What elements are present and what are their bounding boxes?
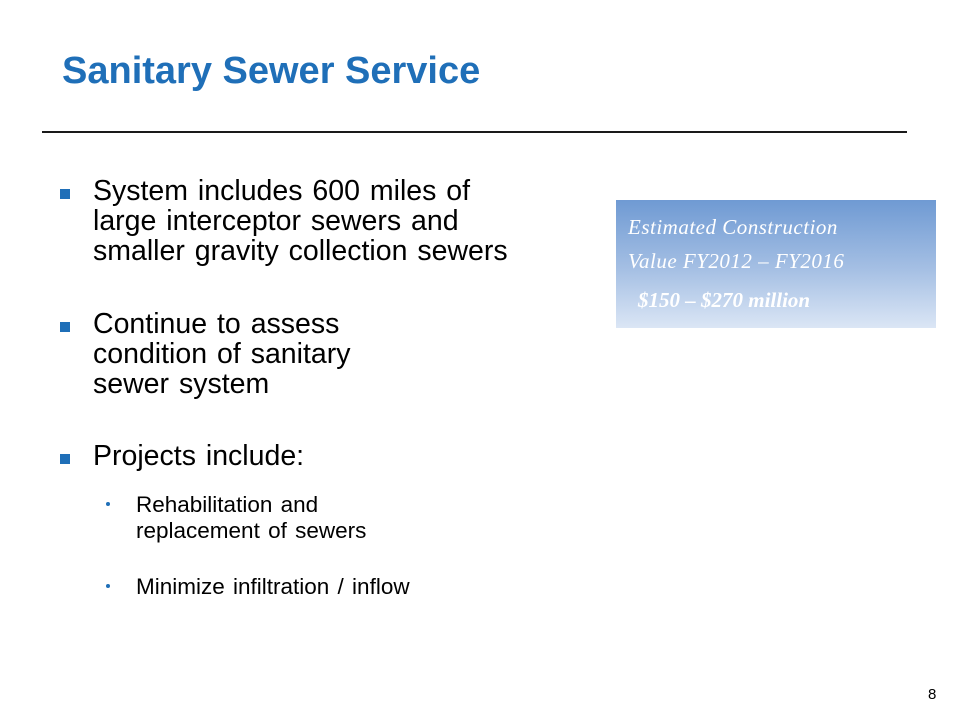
square-bullet-icon <box>60 322 70 332</box>
page-number: 8 <box>928 686 937 703</box>
callout-label <box>628 210 844 278</box>
construction-value-callout <box>616 200 936 328</box>
square-bullet-icon <box>60 189 70 199</box>
sub-bullet-text <box>136 492 366 544</box>
square-bullet-icon <box>60 454 70 464</box>
bullet-text <box>93 441 304 471</box>
dot-bullet-icon <box>106 584 110 588</box>
bullet-line: large interceptor sewers and <box>93 205 459 237</box>
bullet-line: smaller gravity collection sewers <box>93 235 508 267</box>
sub-bullet-text <box>136 574 410 600</box>
bullet-text <box>93 309 350 399</box>
bullet-line: Continue to assess <box>93 308 340 340</box>
sub-bullet-line: Minimize infiltration / inflow <box>136 574 410 599</box>
bullet-line: System includes 600 miles of <box>93 175 471 207</box>
callout-label-line: Estimated Construction <box>628 215 838 239</box>
bullet-line: Projects include: <box>93 440 305 472</box>
slide-title: Sanitary Sewer Service <box>62 50 481 92</box>
sub-bullet-line: replacement of sewers <box>136 518 367 543</box>
title-divider <box>42 131 907 133</box>
callout-label-line: Value FY2012 – FY2016 <box>628 249 845 273</box>
bullet-line: condition of sanitary <box>93 338 351 370</box>
bullet-text <box>93 176 508 266</box>
sub-bullet-line: Rehabilitation and <box>136 492 319 517</box>
bullet-line: sewer system <box>93 368 270 400</box>
callout-value: $150 – $270 million <box>638 288 811 312</box>
dot-bullet-icon <box>106 502 110 506</box>
